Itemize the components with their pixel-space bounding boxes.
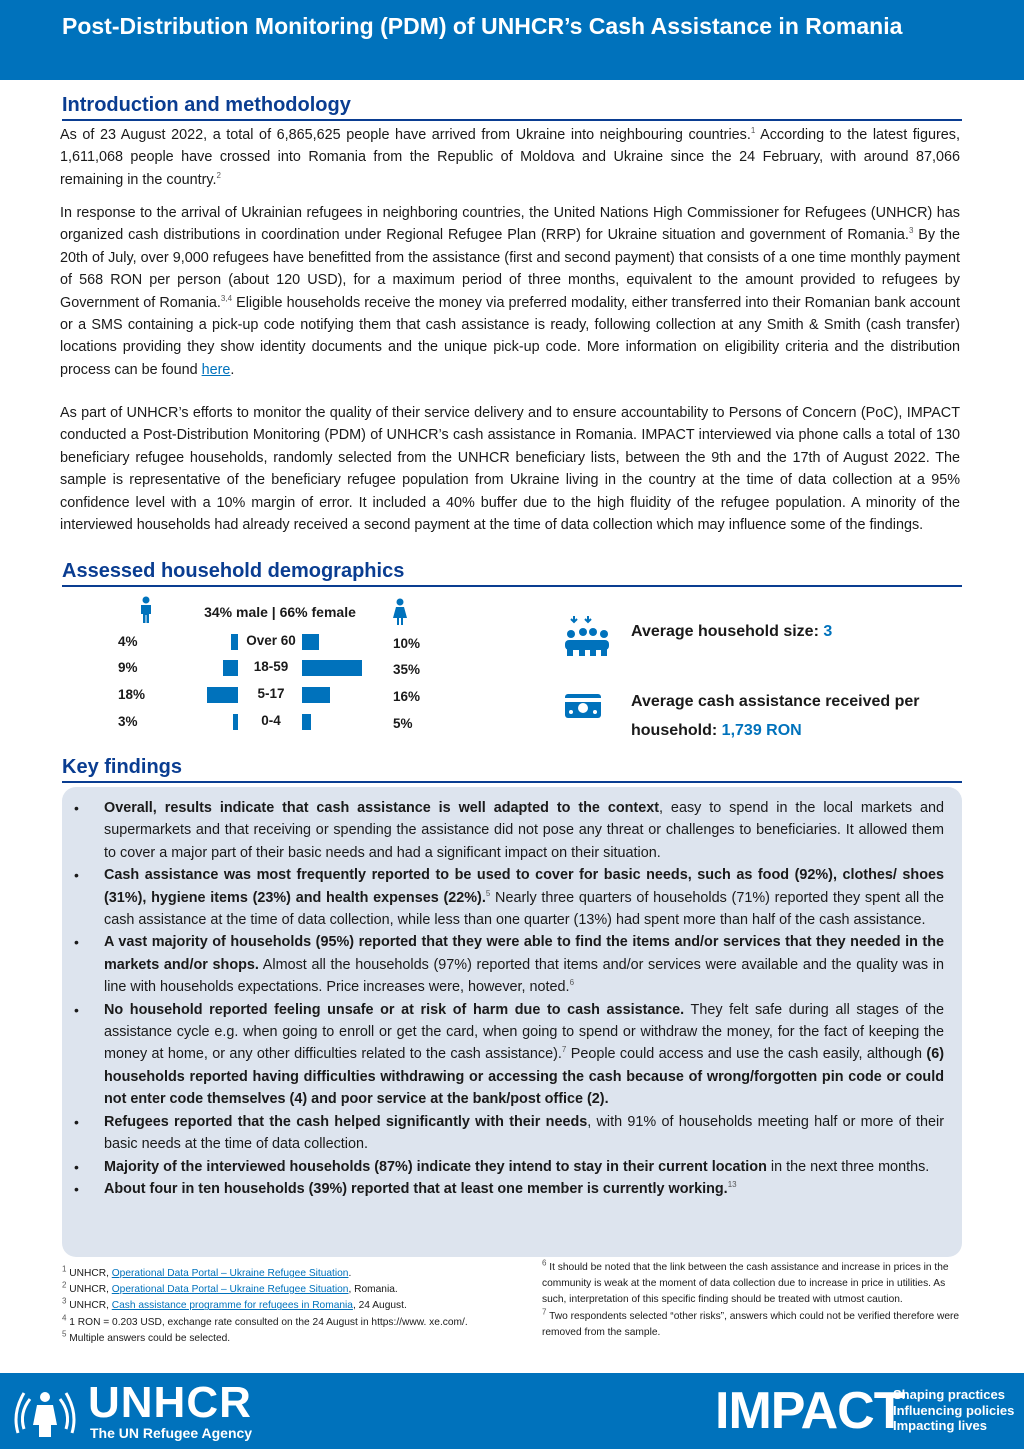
here-link[interactable]: here <box>201 361 231 378</box>
household-size-label: Average household size: <box>631 623 819 640</box>
male-bar <box>231 634 238 650</box>
footnote: $^5$ Multiple answers could be selected. <box>62 1329 231 1344</box>
footnote: $^1$ UNHCR, Operational Data Portal – Ukraine Refugee Situation. <box>62 1264 352 1279</box>
finding-item: • Refugees reported that the cash helped significantly with their needs, with 91% of households meeting half or more of their basic needs at the time of data collection. <box>104 1111 944 1156</box>
finding-item: • About four in ten households (39%) reported that at least one member is currently working.$^{13}$ <box>104 1178 944 1200</box>
male-bar <box>223 660 238 676</box>
footnote-link[interactable]: Cash assistance programme for refugees in Romania <box>111 1300 353 1312</box>
gender-split: 34% male | 66% female <box>204 604 356 620</box>
male-bar <box>233 714 238 730</box>
demographics-chart <box>60 592 480 742</box>
unhcr-logo-icon <box>10 1383 80 1441</box>
female-bar <box>302 634 319 650</box>
finding-item: • Cash assistance was most frequently reported to be used to cover for basic needs, such as food (92%), clothes/ shoes (31%), hygiene items (23%) and health expenses (22%).$^5$ Nearly three quarters of households (71%) reported they spent all the cash assistance at the time of data collection, while less than one quarter (13%) had spent more than half of the cash assistance. <box>104 864 944 931</box>
male-percent: 9% <box>118 660 138 675</box>
female-bar <box>302 714 311 730</box>
female-percent: 16% <box>393 689 421 704</box>
intro-paragraph-3: As part of UNHCR’s efforts to monitor the quality of their service delivery and to ensure accountability to Persons of Concern (PoC), IMPACT conducted a Post-Distribution Monitoring (PDM) of UNHCR’s cash assistance in Romania. IMPACT interviewed via phone calls a total of 130 beneficiary refugee households, randomly selected from the UNHCR beneficiary lists, between the 9th and the 17th of August 2022. The sample is representative of the beneficiary refugee population from Ukraine living in the country at the time of data collection at a 95% confidence level with a 10% margin of error. It included a 40% buffer due to the high fluidity of the refugee population. A minority of the interviewed households had already received a second payment at the time of data collection which may influence some of the findings. <box>60 405 960 534</box>
female-percent: 5% <box>393 716 413 731</box>
demographic-row <box>60 683 480 707</box>
footnote-link[interactable]: Operational Data Portal – Ukraine Refugee Situation <box>111 1284 349 1296</box>
cash-icon <box>563 690 603 722</box>
finding-item: • No household reported feeling unsafe or at risk of harm due to cash assistance. They felt safe during all stages of the assistance cycle e.g. when going to enroll or get the card, when going to spend or withdraw the money, for the fact of keeping the money at home, or any other difficulties related to the cash assistance).$^7$ People could access and use the cash easily, although (6) households reported having difficulties withdrawing or accessing the cash because of wrong/forgotten pin code or could not enter code themselves (4) and poor service at the bank/post office (2). <box>104 999 944 1111</box>
age-group-label: Over 60 <box>246 633 296 648</box>
intro-section-title: Introduction and methodology <box>62 92 962 121</box>
key-findings-section-title: Key findings <box>62 754 962 783</box>
male-percent: 3% <box>118 714 138 729</box>
impact-wordmark: IMPACT <box>715 1382 905 1440</box>
female-percent: 10% <box>393 636 421 651</box>
unhcr-wordmark: UNHCR <box>88 1378 252 1427</box>
age-group-label: 0-4 <box>261 713 281 728</box>
unhcr-tagline: The UN Refugee Agency <box>90 1425 253 1441</box>
footnotes-right <box>542 1260 964 1341</box>
footnote: $^7$ Two respondents selected “other risks”, answers which could not be verified therefore were removed from the sample. <box>542 1307 960 1338</box>
male-percent: 18% <box>118 687 146 702</box>
female-bar <box>302 687 330 703</box>
household-icon <box>563 614 611 658</box>
page-title: Post-Distribution Monitoring (PDM) of UNHCR’s Cash Assistance in Romania <box>62 13 903 39</box>
household-size-value: 3 <box>823 623 833 640</box>
male-person-icon <box>136 596 156 624</box>
impact-tagline: Shaping practices Influencing policies Impacting lives <box>893 1387 1015 1433</box>
finding-item: • A vast majority of households (95%) reported that they were able to find the items and/or services that they needed in the markets and/or shops. Almost all the households (97%) reported that items and/or services were available and the quality was in line with households expectations. Price increases were, however, noted.$^6$ <box>104 931 944 998</box>
male-percent: 4% <box>118 634 138 649</box>
female-percent: 35% <box>393 662 421 677</box>
footnotes-left <box>62 1266 482 1347</box>
demographics-section-title: Assessed household demographics <box>62 558 962 587</box>
footnote: $^2$ UNHCR, Operational Data Portal – Ukraine Refugee Situation, Romania. <box>62 1280 398 1296</box>
footer-band <box>0 1373 1024 1449</box>
female-person-icon <box>390 598 410 626</box>
male-bar <box>207 687 238 703</box>
cash-assistance-stat <box>563 686 963 746</box>
footnote: $^4$ 1 RON = 0.203 USD, exchange rate consulted on the 24 August in https://www. xe.com/. <box>62 1313 468 1328</box>
footnote-link[interactable]: Operational Data Portal – Ukraine Refugee Situation <box>111 1268 349 1279</box>
header-band <box>0 0 1024 80</box>
footnote: $^6$ It should be noted that the link between the cash assistance and increase in prices in the community is weak at the moment of data collection due to increase in price in utilities. As such, interpretation of this specific finding should be treated with utmost caution. <box>542 1258 949 1306</box>
footnote: $^3$ UNHCR, Cash assistance programme for refugees in Romania, 24 August. <box>62 1297 407 1312</box>
finding-item: • Majority of the interviewed households (87%) indicate they intend to stay in their current location in the next three months. <box>104 1156 944 1178</box>
intro-paragraph-2: In response to the arrival of Ukrainian refugees in neighboring countries, the United Nations High Commissioner for Refugees (UNHCR) has organized cash distributions in coordination under Regional Refugee Plan (RRP) for Ukraine situation and government of Romania.$^3$ By the 20th of July, over 9,000 refugees have benefitted from the assistance (first and second payment) that consists of a one time monthly payment of 568 RON per person (about 120 USD), for a maximum period of three months, equivalent to the amount provided to refugees by Government of Romania.$^{3,4}$ Eligible households receive the money via preferred modality, either transferred into their Romanian bank account or a SMS containing a pick-up code notifying them that cash assistance is ready, following collection at any Smith & Smith (cash transfer) locations providing they show identity documents and the unique pick-up code. More information on eligibility criteria and the distribution process can be found here. <box>60 205 961 378</box>
cash-assistance-label-2: household: <box>631 722 718 739</box>
finding-item: • Overall, results indicate that cash assistance is well adapted to the context, easy to spend in the local markets and supermarkets and that receiving or spending the assistance did not pose any threat or challenges to beneficiaries. It allowed them to cover a major part of their basic needs and had a significant impact on their situation. <box>104 797 944 864</box>
age-group-label: 5-17 <box>257 686 285 701</box>
demographic-row <box>60 656 480 680</box>
demographic-row <box>60 630 480 654</box>
key-findings-list <box>104 797 944 1200</box>
age-group-label: 18-59 <box>253 659 289 674</box>
household-size-stat <box>563 610 963 660</box>
intro-paragraph-1: As of 23 August 2022, a total of 6,865,625 people have arrived from Ukraine into neighbouring countries.$^1$ According to the latest figures, 1,611,068 people have crossed into Romania from the Republic of Moldova and Ukraine since the 24 February, with around 87,066 remaining in the country.$^2$ <box>60 126 960 188</box>
cash-assistance-value: 1,739 RON <box>721 722 802 739</box>
cash-assistance-label: Average cash assistance received per <box>631 693 920 710</box>
female-bar <box>302 660 362 676</box>
demographic-row <box>60 710 480 734</box>
